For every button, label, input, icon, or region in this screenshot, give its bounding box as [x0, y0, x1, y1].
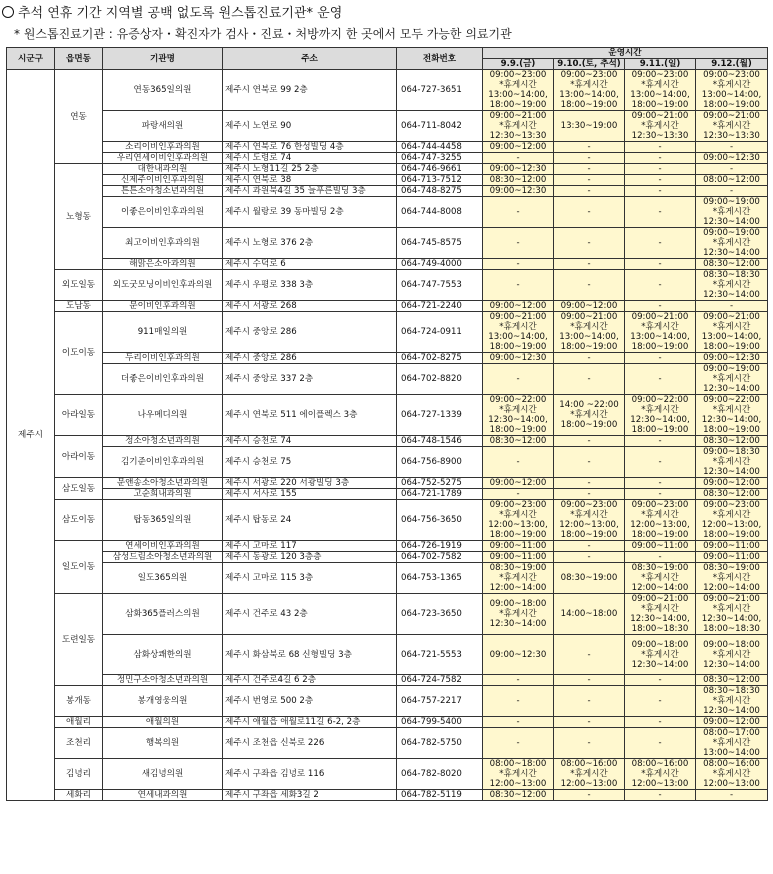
hours-cell: -	[483, 364, 554, 395]
table-row	[7, 500, 768, 541]
hours-cell: -	[554, 164, 625, 175]
hours-cell: 08:00~16:00 *휴게시간 12:00~13:00	[625, 759, 696, 790]
clinic-name-cell: 봉개영웅의원	[103, 686, 223, 717]
table-row	[7, 635, 768, 675]
address-cell: 제주시 과원북4길 35 늘푸른빌딩 3층	[223, 186, 397, 197]
page-title: 추석 연휴 기간 지역별 공백 없도록 원스톱진료기관* 운영	[2, 2, 342, 21]
hours-cell: 08:30~12:00	[696, 675, 768, 686]
clinic-name-cell: 삼화365플러스의원	[103, 594, 223, 635]
col-phone: 전화번호	[397, 48, 483, 70]
clinic-name-cell: 신제주이비인후과의원	[103, 175, 223, 186]
dong-cell: 외도일동	[55, 270, 103, 301]
phone-cell: 064-723-3650	[397, 594, 483, 635]
clinic-name-cell: 대한내과의원	[103, 164, 223, 175]
phone-cell: 064-726-1919	[397, 541, 483, 552]
hours-cell: 08:30~19:00	[554, 563, 625, 594]
hours-cell: -	[483, 259, 554, 270]
dong-cell: 봉개동	[55, 686, 103, 717]
dong-cell: 아라일동	[55, 395, 103, 436]
hours-cell: -	[554, 228, 625, 259]
table-row	[7, 301, 768, 312]
table-row	[7, 552, 768, 563]
hours-cell: 09:00~12:30	[483, 353, 554, 364]
hours-cell: -	[554, 447, 625, 478]
address-cell: 제주시 고마로 117	[223, 541, 397, 552]
hours-cell: 08:30~19:00 *휴게시간 12:00~14:00	[696, 563, 768, 594]
phone-cell: 064-724-0911	[397, 312, 483, 353]
dong-cell: 삼도이동	[55, 500, 103, 541]
address-cell: 제주시 서사로 155	[223, 489, 397, 500]
hours-cell: 09:00~19:00 *휴게시간 12:30~14:00	[696, 228, 768, 259]
table-row	[7, 563, 768, 594]
table-row	[7, 186, 768, 197]
table-row	[7, 142, 768, 153]
address-cell: 제주시 애월읍 애월로11길 6-2, 2층	[223, 717, 397, 728]
address-cell: 제주시 서광로 220 서광빌딩 3층	[223, 478, 397, 489]
phone-cell: 064-746-9661	[397, 164, 483, 175]
address-cell: 제주시 화삼북로 68 신형빌딩 3층	[223, 635, 397, 675]
hours-cell: -	[625, 478, 696, 489]
clinic-name-cell: 연세내과의원	[103, 790, 223, 801]
hours-cell: 08:00~12:00	[696, 175, 768, 186]
table-row	[7, 686, 768, 717]
hours-cell: 09:00~21:00 *휴게시간 13:00~14:00, 18:00~19:00	[625, 312, 696, 353]
clinic-name-cell: 911매일의원	[103, 312, 223, 353]
clinic-name-cell: 삼화상쾌한의원	[103, 635, 223, 675]
col-address: 주소	[223, 48, 397, 70]
clinic-name-cell: 연세이비인후과의원	[103, 541, 223, 552]
date-header: 9.9.(금)	[483, 59, 554, 70]
circle-bullet-icon	[2, 6, 14, 18]
hours-cell: 09:00~12:00	[696, 717, 768, 728]
hours-cell: 09:00~21:00 *휴게시간 13:00~14:00, 18:00~19:00	[554, 312, 625, 353]
phone-cell: 064-702-7582	[397, 552, 483, 563]
hours-cell: 08:30~12:00	[696, 259, 768, 270]
address-cell: 제주시 노형로 376 2층	[223, 228, 397, 259]
clinic-name-cell: 외도굿모닝이비인후과의원	[103, 270, 223, 301]
hours-cell: -	[625, 197, 696, 228]
phone-cell: 064-721-1789	[397, 489, 483, 500]
date-header: 9.11.(일)	[625, 59, 696, 70]
hours-cell: 09:00~12:30	[483, 186, 554, 197]
hours-cell: -	[554, 259, 625, 270]
hours-cell: 09:00~12:30	[483, 164, 554, 175]
clinic-name-cell: 최고이비인후과의원	[103, 228, 223, 259]
phone-cell: 064-727-3651	[397, 70, 483, 111]
phone-cell: 064-799-5400	[397, 717, 483, 728]
hours-cell: -	[625, 728, 696, 759]
table-row	[7, 790, 768, 801]
hours-cell: -	[554, 675, 625, 686]
phone-cell: 064-721-2240	[397, 301, 483, 312]
hours-cell: 09:00~23:00 *휴게시간 13:00~14:00, 18:00~19:00	[554, 70, 625, 111]
clinic-name-cell: 행복의원	[103, 728, 223, 759]
hours-cell: 08:30~12:00	[483, 175, 554, 186]
phone-cell: 064-724-7582	[397, 675, 483, 686]
hours-cell: 09:00~21:00 *휴게시간 12:30~14:00, 18:00~18:30	[696, 594, 768, 635]
dong-cell: 조천리	[55, 728, 103, 759]
col-dong: 읍면동	[55, 48, 103, 70]
hours-cell: 09:00~21:00 *휴게시간 12:30~14:00, 18:00~18:30	[625, 594, 696, 635]
hours-cell: 08:30~19:00 *휴게시간 12:00~14:00	[625, 563, 696, 594]
hours-cell: -	[625, 142, 696, 153]
hours-cell: -	[554, 153, 625, 164]
hours-cell: -	[696, 142, 768, 153]
address-cell: 제주시 승천로 75	[223, 447, 397, 478]
hours-cell: -	[696, 186, 768, 197]
hours-cell: -	[625, 175, 696, 186]
address-cell: 제주시 노형11길 25 2층	[223, 164, 397, 175]
hours-cell: -	[554, 541, 625, 552]
clinic-name-cell: 우리연세이비인후과의원	[103, 153, 223, 164]
dong-cell: 일도이동	[55, 541, 103, 594]
clinic-name-cell: 탑동365일의원	[103, 500, 223, 541]
hours-cell: -	[625, 164, 696, 175]
table-row	[7, 478, 768, 489]
dong-cell: 삼도일동	[55, 478, 103, 500]
table-row	[7, 675, 768, 686]
phone-cell: 064-747-7553	[397, 270, 483, 301]
phone-cell: 064-782-5119	[397, 790, 483, 801]
address-cell: 제주시 중앙로 286	[223, 312, 397, 353]
hours-cell: 09:00~11:00	[696, 541, 768, 552]
hours-cell: -	[625, 186, 696, 197]
table-row	[7, 717, 768, 728]
hours-cell: -	[696, 301, 768, 312]
hours-cell: -	[483, 489, 554, 500]
hours-cell: -	[625, 153, 696, 164]
hours-cell: 09:00~21:00 *휴게시간 12:30~13:30	[696, 111, 768, 142]
dong-cell: 애월리	[55, 717, 103, 728]
table-row	[7, 111, 768, 142]
table-row	[7, 175, 768, 186]
table-row	[7, 164, 768, 175]
address-cell: 제주시 조천읍 신북로 226	[223, 728, 397, 759]
hours-cell: 09:00~23:00 *휴게시간 12:00~13:00, 18:00~19:00	[696, 500, 768, 541]
hours-cell: -	[554, 635, 625, 675]
hours-cell: 09:00~22:00 *휴게시간 12:30~14:00, 18:00~19:00	[625, 395, 696, 436]
hours-cell: 08:30~19:00 *휴게시간 12:00~14:00	[483, 563, 554, 594]
hours-cell: 09:00~22:00 *휴게시간 12:30~14:00, 18:00~19:00	[483, 395, 554, 436]
date-header: 9.12.(월)	[696, 59, 768, 70]
hours-cell: 08:30~12:00	[483, 790, 554, 801]
hours-cell: 09:00~12:30	[483, 635, 554, 675]
phone-cell: 064-752-5275	[397, 478, 483, 489]
clinic-name-cell: 삼성드림소아청소년과의원	[103, 552, 223, 563]
col-hours: 운영시간	[483, 48, 768, 59]
hours-cell: -	[554, 686, 625, 717]
table-row	[7, 395, 768, 436]
table-row	[7, 489, 768, 500]
hours-cell: -	[554, 353, 625, 364]
table-row	[7, 312, 768, 353]
hours-cell: -	[483, 717, 554, 728]
clinic-name-cell: 파랑새의원	[103, 111, 223, 142]
clinic-name-cell: 문이비인후과의원	[103, 301, 223, 312]
hours-cell: -	[554, 270, 625, 301]
clinic-name-cell: 튼튼소아청소년과의원	[103, 186, 223, 197]
address-cell: 제주시 노연로 90	[223, 111, 397, 142]
hours-cell: -	[625, 489, 696, 500]
hours-cell: 09:00~23:00 *휴게시간 13:00~14:00, 18:00~19:00	[625, 70, 696, 111]
phone-cell: 064-782-5750	[397, 728, 483, 759]
hours-cell: -	[554, 142, 625, 153]
dong-cell: 도남동	[55, 301, 103, 312]
phone-cell: 064-756-3650	[397, 500, 483, 541]
hours-cell: 09:00~23:00 *휴게시간 12:00~13:00, 18:00~19:00	[554, 500, 625, 541]
address-cell: 제주시 연북로 76 한성빌딩 4층	[223, 142, 397, 153]
table-row	[7, 197, 768, 228]
address-cell: 제주시 구좌읍 김녕로 116	[223, 759, 397, 790]
table-row	[7, 153, 768, 164]
phone-cell: 064-748-8275	[397, 186, 483, 197]
clinic-name-cell: 더좋은이비인후과의원	[103, 364, 223, 395]
hours-cell: 09:00~23:00 *휴게시간 12:00~13:00, 18:00~19:00	[483, 500, 554, 541]
address-cell: 제주시 중앙로 286	[223, 353, 397, 364]
clinic-name-cell: 두리이비인후과의원	[103, 353, 223, 364]
address-cell: 제주시 구좌읍 세화3길 2	[223, 790, 397, 801]
hours-cell: -	[554, 364, 625, 395]
hours-cell: 09:00~12:00	[696, 478, 768, 489]
address-cell: 제주시 건주로4길 6 2층	[223, 675, 397, 686]
clinic-name-cell: 정소아청소년과의원	[103, 436, 223, 447]
address-cell: 제주시 고마로 115 3층	[223, 563, 397, 594]
hours-cell: 09:00~11:00	[483, 541, 554, 552]
table-row	[7, 228, 768, 259]
clinic-name-cell: 김기준이비인후과의원	[103, 447, 223, 478]
hours-cell: 09:00~21:00 *휴게시간 12:30~13:30	[625, 111, 696, 142]
hours-cell: -	[483, 728, 554, 759]
clinic-name-cell: 애월의원	[103, 717, 223, 728]
table-row	[7, 436, 768, 447]
hours-cell: -	[625, 447, 696, 478]
hours-cell: 09:00~22:00 *휴게시간 12:30~14:00, 18:00~19:00	[696, 395, 768, 436]
phone-cell: 064-748-1546	[397, 436, 483, 447]
dong-cell: 세화리	[55, 790, 103, 801]
hours-cell: 09:00~12:00	[483, 478, 554, 489]
clinic-name-cell: 해맑은소아과의원	[103, 259, 223, 270]
address-cell: 제주시 중앙로 337 2층	[223, 364, 397, 395]
table-row	[7, 270, 768, 301]
hours-cell: 09:00~11:00	[483, 552, 554, 563]
hours-cell: 09:00~12:00	[554, 301, 625, 312]
hours-cell: -	[625, 301, 696, 312]
clinic-name-cell: 나우메디의원	[103, 395, 223, 436]
hours-cell: 08:00~16:00 *휴게시간 12:00~13:00	[696, 759, 768, 790]
hours-cell: 09:00~19:00 *휴게시간 12:30~14:00	[696, 364, 768, 395]
footnote: * 원스톱진료기관 : 유증상자・확진자가 검사・진료・처방까지 한 곳에서 모두 가능한 의료기관	[14, 27, 512, 41]
hours-cell: 14:00~18:00	[554, 594, 625, 635]
hours-cell: -	[483, 153, 554, 164]
hours-cell: -	[554, 728, 625, 759]
table-row	[7, 353, 768, 364]
hours-cell: 09:00~18:30 *휴게시간 12:30~14:00	[696, 447, 768, 478]
table-row	[7, 594, 768, 635]
hours-cell: -	[625, 259, 696, 270]
hours-cell: 08:30~18:30 *휴게시간 12:30~14:00	[696, 686, 768, 717]
hours-cell: 09:00~12:30	[696, 353, 768, 364]
clinic-name-cell: 소리이비인후과의원	[103, 142, 223, 153]
address-cell: 제주시 동광로 120 3층층	[223, 552, 397, 563]
hours-cell: 08:00~18:00 *휴게시간 12:00~13:00	[483, 759, 554, 790]
hours-cell: -	[625, 436, 696, 447]
hours-cell: 09:00~11:00	[696, 552, 768, 563]
hours-cell: 08:00~16:00 *휴게시간 12:00~13:00	[554, 759, 625, 790]
clinic-name-cell: 정민구소아청소년과의원	[103, 675, 223, 686]
hours-cell: -	[625, 717, 696, 728]
hours-cell: -	[483, 686, 554, 717]
hours-cell: 09:00~12:30	[696, 153, 768, 164]
phone-cell: 064-745-8575	[397, 228, 483, 259]
phone-cell: 064-744-8008	[397, 197, 483, 228]
hours-cell: -	[625, 675, 696, 686]
table-row	[7, 447, 768, 478]
hours-cell: 09:00~12:00	[483, 142, 554, 153]
address-cell: 제주시 번영로 500 2층	[223, 686, 397, 717]
hours-cell: -	[483, 270, 554, 301]
table-row	[7, 259, 768, 270]
hours-cell: 09:00~21:00 *휴게시간 13:00~14:00, 18:00~19:00	[696, 312, 768, 353]
hours-cell: 08:30~12:00	[483, 436, 554, 447]
hours-cell: 09:00~21:00 *휴게시간 12:30~13:30	[483, 111, 554, 142]
address-cell: 제주시 건주로 43 2층	[223, 594, 397, 635]
hours-cell: -	[554, 186, 625, 197]
dong-cell: 도련일동	[55, 594, 103, 686]
hours-cell: 09:00~18:00 *휴게시간 12:30~14:00	[483, 594, 554, 635]
hours-cell: -	[554, 552, 625, 563]
hours-cell: 09:00~23:00 *휴게시간 13:00~14:00, 18:00~19:00	[696, 70, 768, 111]
phone-cell: 064-782-8020	[397, 759, 483, 790]
hours-cell: 08:00~17:00 *휴게시간 13:00~14:00	[696, 728, 768, 759]
hours-cell: 09:00~18:00 *휴게시간 12:30~14:00	[625, 635, 696, 675]
hours-cell: 09:00~11:00	[625, 541, 696, 552]
hours-cell: 09:00~23:00 *휴게시간 12:00~13:00, 18:00~19:00	[625, 500, 696, 541]
dong-cell: 노형동	[55, 164, 103, 270]
address-cell: 제주시 연북로 511 에이플렉스 3층	[223, 395, 397, 436]
hours-cell: -	[483, 228, 554, 259]
hours-cell: -	[554, 478, 625, 489]
phone-cell: 064-749-4000	[397, 259, 483, 270]
dong-cell: 이도이동	[55, 312, 103, 395]
hours-cell: -	[483, 197, 554, 228]
hours-cell: 08:30~12:00	[696, 436, 768, 447]
table-row	[7, 759, 768, 790]
hours-cell: -	[625, 790, 696, 801]
hours-cell: -	[696, 790, 768, 801]
hours-cell: 08:30~12:00	[696, 489, 768, 500]
phone-cell: 064-753-1365	[397, 563, 483, 594]
hours-cell: 09:00~21:00 *휴게시간 13:00~14:00, 18:00~19:00	[483, 312, 554, 353]
hours-cell: -	[625, 552, 696, 563]
clinic-name-cell: 고순희내과의원	[103, 489, 223, 500]
hours-cell: -	[625, 228, 696, 259]
hours-cell: -	[554, 436, 625, 447]
hours-cell: 09:00~18:00 *휴게시간 12:30~14:00	[696, 635, 768, 675]
address-cell: 제주시 승천로 74	[223, 436, 397, 447]
hours-cell: 09:00~19:00 *휴게시간 12:30~14:00	[696, 197, 768, 228]
phone-cell: 064-744-4458	[397, 142, 483, 153]
hours-cell: -	[625, 686, 696, 717]
region-cell: 제주시	[7, 70, 55, 801]
date-header: 9.10.(토, 추석)	[554, 59, 625, 70]
phone-cell: 064-711-8042	[397, 111, 483, 142]
hours-cell: -	[554, 489, 625, 500]
hours-cell: 14:00 ~22:00 *휴게시간 18:00~19:00	[554, 395, 625, 436]
hours-cell: -	[554, 175, 625, 186]
phone-cell: 064-757-2217	[397, 686, 483, 717]
address-cell: 제주시 도령로 74	[223, 153, 397, 164]
clinic-name-cell: 새김녕의원	[103, 759, 223, 790]
hours-cell: -	[696, 164, 768, 175]
phone-cell: 064-747-3255	[397, 153, 483, 164]
table-row	[7, 70, 768, 111]
clinic-name-cell: 이좋은이비인후과의원	[103, 197, 223, 228]
table-row	[7, 364, 768, 395]
hours-cell: -	[625, 270, 696, 301]
hours-cell: 09:00~12:00	[483, 301, 554, 312]
address-cell: 제주시 우평로 338 3층	[223, 270, 397, 301]
address-cell: 제주시 수덕로 6	[223, 259, 397, 270]
address-cell: 제주시 연북로 99 2층	[223, 70, 397, 111]
hours-cell: -	[554, 197, 625, 228]
table-row	[7, 728, 768, 759]
hours-cell: 09:00~23:00 *휴게시간 13:00~14:00, 18:00~19:00	[483, 70, 554, 111]
phone-cell: 064-702-8820	[397, 364, 483, 395]
phone-cell: 064-702-8275	[397, 353, 483, 364]
hours-cell: -	[625, 353, 696, 364]
hours-cell: 08:30~18:30 *휴게시간 12:30~14:00	[696, 270, 768, 301]
hours-cell: -	[625, 364, 696, 395]
dong-cell: 김녕리	[55, 759, 103, 790]
address-cell: 제주시 연북로 38	[223, 175, 397, 186]
hours-cell: -	[554, 790, 625, 801]
clinic-table	[6, 47, 768, 801]
phone-cell: 064-721-5553	[397, 635, 483, 675]
hours-cell: 13:30~19:00	[554, 111, 625, 142]
clinic-name-cell: 연동365일의원	[103, 70, 223, 111]
phone-cell: 064-756-8900	[397, 447, 483, 478]
table-row	[7, 541, 768, 552]
hours-cell: -	[483, 675, 554, 686]
col-name: 기관명	[103, 48, 223, 70]
address-cell: 제주시 월랑로 39 동마빌딩 2층	[223, 197, 397, 228]
hours-cell: -	[483, 447, 554, 478]
clinic-name-cell: 문앤송소아청소년과의원	[103, 478, 223, 489]
phone-cell: 064-727-1339	[397, 395, 483, 436]
phone-cell: 064-713-7512	[397, 175, 483, 186]
col-region: 시군구	[7, 48, 55, 70]
hours-cell: -	[554, 717, 625, 728]
clinic-name-cell: 일도365의원	[103, 563, 223, 594]
address-cell: 제주시 서광로 268	[223, 301, 397, 312]
address-cell: 제주시 탑동로 24	[223, 500, 397, 541]
dong-cell: 아라이동	[55, 436, 103, 478]
dong-cell: 연동	[55, 70, 103, 164]
